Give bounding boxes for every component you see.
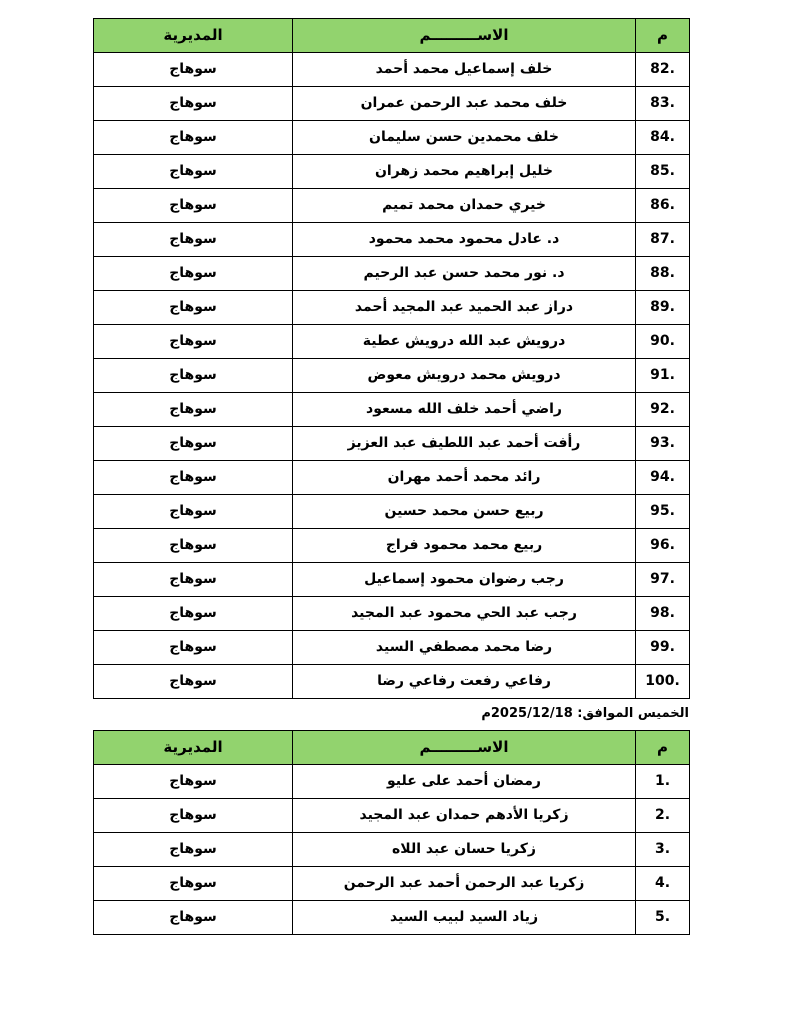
row-name: درويش عبد الله درويش عطية xyxy=(293,325,636,359)
row-name: خلف محمد عبد الرحمن عمران xyxy=(293,87,636,121)
row-name: درويش محمد درويش معوض xyxy=(293,359,636,393)
row-name: دراز عبد الحميد عبد المجيد أحمد xyxy=(293,291,636,325)
row-name: د. نور محمد حسن عبد الرحيم xyxy=(293,257,636,291)
row-number: 98. xyxy=(636,597,690,631)
table-row xyxy=(94,87,690,121)
row-name: زكريا الأدهم حمدان عبد المجيد xyxy=(293,799,636,833)
row-number: 87. xyxy=(636,223,690,257)
table-header-row xyxy=(94,731,690,765)
row-directorate: سوهاج xyxy=(94,291,293,325)
table-row xyxy=(94,257,690,291)
roster-table-1 xyxy=(93,18,690,699)
roster-table-2 xyxy=(93,730,690,935)
row-directorate: سوهاج xyxy=(94,223,293,257)
row-number: 94. xyxy=(636,461,690,495)
table-row xyxy=(94,597,690,631)
header-directorate: المديرية xyxy=(94,731,293,765)
row-directorate: سوهاج xyxy=(94,359,293,393)
row-name: خليل إبراهيم محمد زهران xyxy=(293,155,636,189)
row-directorate: سوهاج xyxy=(94,765,293,799)
header-number: م xyxy=(636,731,690,765)
row-name: زكريا حسان عبد اللاه xyxy=(293,833,636,867)
row-directorate: سوهاج xyxy=(94,597,293,631)
header-name: الاســـــــــم xyxy=(293,731,636,765)
row-number: 5. xyxy=(636,901,690,935)
row-name: راضي أحمد خلف الله مسعود xyxy=(293,393,636,427)
row-name: رأفت أحمد عبد اللطيف عبد العزيز xyxy=(293,427,636,461)
table-row xyxy=(94,495,690,529)
row-name: خلف محمدين حسن سليمان xyxy=(293,121,636,155)
table-row xyxy=(94,461,690,495)
table-row xyxy=(94,563,690,597)
row-name: ربيع محمد محمود فراج xyxy=(293,529,636,563)
row-number: 92. xyxy=(636,393,690,427)
table-row xyxy=(94,867,690,901)
row-name: خيري حمدان محمد تميم xyxy=(293,189,636,223)
row-directorate: سوهاج xyxy=(94,833,293,867)
row-name: رائد محمد أحمد مهران xyxy=(293,461,636,495)
table-row xyxy=(94,901,690,935)
row-number: 100. xyxy=(636,665,690,699)
table-row xyxy=(94,291,690,325)
row-number: 96. xyxy=(636,529,690,563)
row-directorate: سوهاج xyxy=(94,121,293,155)
row-directorate: سوهاج xyxy=(94,563,293,597)
row-name: خلف إسماعيل محمد أحمد xyxy=(293,53,636,87)
row-number: 90. xyxy=(636,325,690,359)
table-row xyxy=(94,393,690,427)
row-directorate: سوهاج xyxy=(94,427,293,461)
row-directorate: سوهاج xyxy=(94,665,293,699)
row-number: 86. xyxy=(636,189,690,223)
table-row xyxy=(94,631,690,665)
row-number: 97. xyxy=(636,563,690,597)
row-name: ربيع حسن محمد حسين xyxy=(293,495,636,529)
header-number: م xyxy=(636,19,690,53)
row-directorate: سوهاج xyxy=(94,529,293,563)
table-row xyxy=(94,53,690,87)
row-number: 83. xyxy=(636,87,690,121)
row-directorate: سوهاج xyxy=(94,799,293,833)
table-row xyxy=(94,325,690,359)
table-row xyxy=(94,155,690,189)
table-row xyxy=(94,833,690,867)
row-directorate: سوهاج xyxy=(94,495,293,529)
row-name: زياد السيد لبيب السيد xyxy=(293,901,636,935)
row-directorate: سوهاج xyxy=(94,901,293,935)
row-number: 85. xyxy=(636,155,690,189)
row-name: رجب رضوان محمود إسماعيل xyxy=(293,563,636,597)
table-row xyxy=(94,359,690,393)
row-number: 2. xyxy=(636,799,690,833)
row-name: رجب عبد الحي محمود عبد المجيد xyxy=(293,597,636,631)
row-directorate: سوهاج xyxy=(94,631,293,665)
table-row xyxy=(94,427,690,461)
table-row xyxy=(94,799,690,833)
row-number: 1. xyxy=(636,765,690,799)
row-directorate: سوهاج xyxy=(94,189,293,223)
row-directorate: سوهاج xyxy=(94,53,293,87)
date-label: الخميس الموافق: xyxy=(577,706,689,721)
row-number: 88. xyxy=(636,257,690,291)
row-name: رضا محمد مصطفي السيد xyxy=(293,631,636,665)
row-number: 3. xyxy=(636,833,690,867)
row-directorate: سوهاج xyxy=(94,87,293,121)
row-number: 95. xyxy=(636,495,690,529)
header-name: الاســـــــــم xyxy=(293,19,636,53)
row-number: 91. xyxy=(636,359,690,393)
table-row xyxy=(94,765,690,799)
row-directorate: سوهاج xyxy=(94,325,293,359)
row-number: 84. xyxy=(636,121,690,155)
row-directorate: سوهاج xyxy=(94,393,293,427)
row-directorate: سوهاج xyxy=(94,867,293,901)
row-number: 89. xyxy=(636,291,690,325)
row-number: 99. xyxy=(636,631,690,665)
table-row xyxy=(94,529,690,563)
table-row xyxy=(94,665,690,699)
date-value: 2025/12/18م xyxy=(481,706,573,721)
table-row xyxy=(94,189,690,223)
session-date xyxy=(481,704,689,724)
row-directorate: سوهاج xyxy=(94,155,293,189)
row-name: رمضان أحمد على عليو xyxy=(293,765,636,799)
row-directorate: سوهاج xyxy=(94,257,293,291)
row-number: 4. xyxy=(636,867,690,901)
row-directorate: سوهاج xyxy=(94,461,293,495)
table-header-row xyxy=(94,19,690,53)
table-row xyxy=(94,223,690,257)
row-name: زكريا عبد الرحمن أحمد عبد الرحمن xyxy=(293,867,636,901)
header-directorate: المديرية xyxy=(94,19,293,53)
row-name: د. عادل محمود محمد محمود xyxy=(293,223,636,257)
row-number: 82. xyxy=(636,53,690,87)
table-row xyxy=(94,121,690,155)
row-name: رفاعي رفعت رفاعي رضا xyxy=(293,665,636,699)
row-number: 93. xyxy=(636,427,690,461)
